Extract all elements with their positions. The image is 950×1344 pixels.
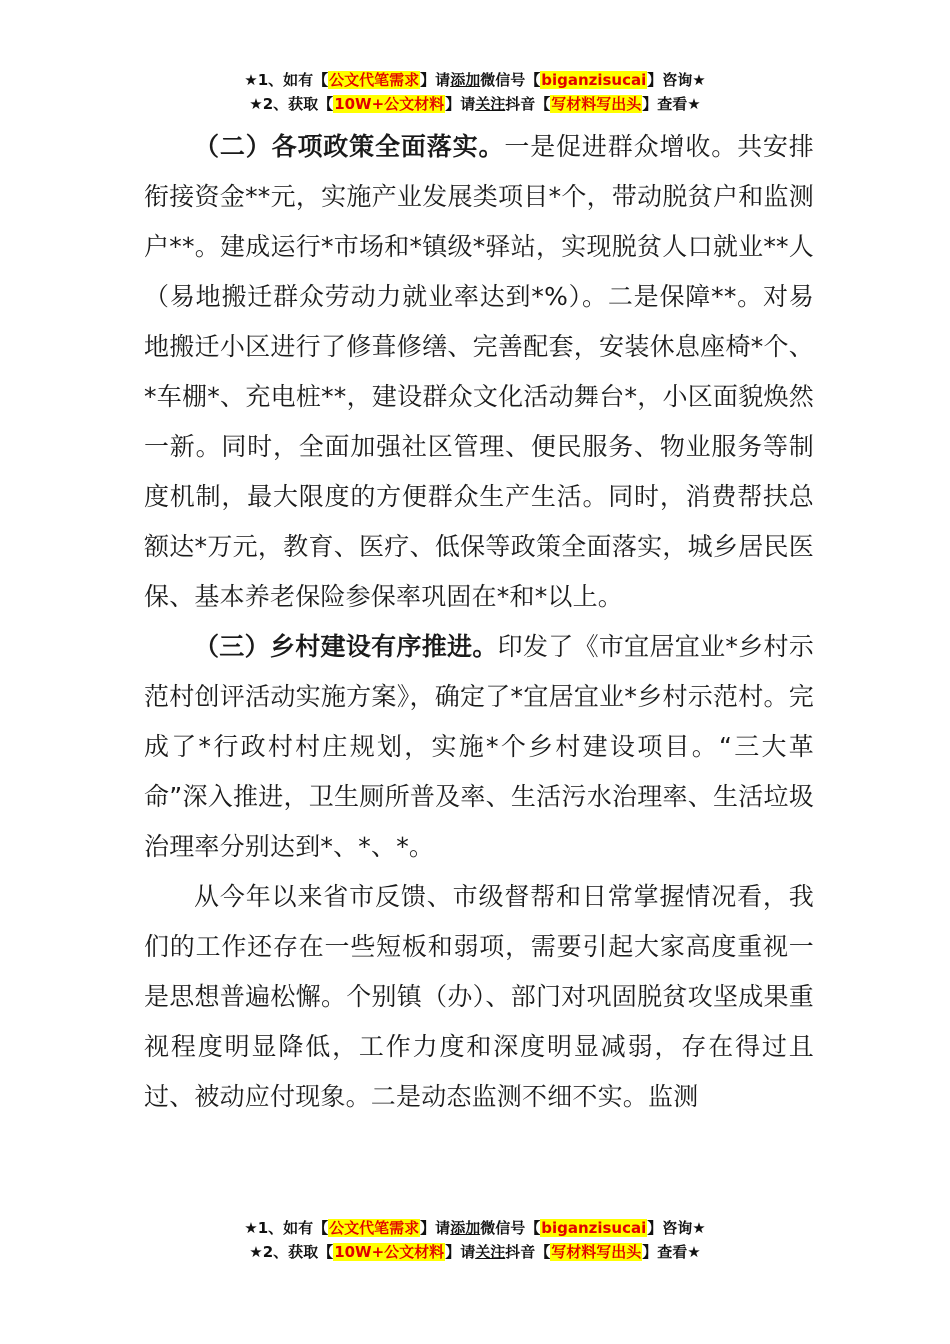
- banner-text: 】查看★: [642, 95, 701, 113]
- banner-text: 】请: [420, 1219, 451, 1237]
- highlight-text: 公文代笔需求: [329, 71, 420, 89]
- footer-banner: [0, 1216, 950, 1264]
- banner-line-2: [0, 92, 950, 116]
- paragraph-policy: [144, 122, 814, 622]
- banner-text: ★1、如有【: [244, 71, 329, 89]
- highlight-text: 10W+公文材料: [334, 95, 445, 113]
- banner-text: 】咨询★: [647, 1219, 706, 1237]
- header-banner: [0, 68, 950, 116]
- underlined-text: 关注: [475, 1243, 506, 1261]
- banner-text: 】请: [445, 95, 476, 113]
- banner-text: 抖音【: [505, 1243, 551, 1261]
- underlined-text: 添加: [450, 1219, 481, 1237]
- paragraph-rural-construction: [144, 622, 814, 872]
- underlined-text: 关注: [475, 95, 506, 113]
- banner-text: 微信号【: [480, 1219, 541, 1237]
- banner-text: ★1、如有【: [244, 1219, 329, 1237]
- banner-text: ★2、获取【: [249, 95, 334, 113]
- banner-text: ★2、获取【: [249, 1243, 334, 1261]
- banner-text: 】咨询★: [647, 71, 706, 89]
- section-heading: （二）各项政策全面落实。: [194, 132, 505, 161]
- wechat-id: biganzisucai: [541, 1219, 647, 1237]
- highlight-text: 公文代笔需求: [329, 1219, 420, 1237]
- section-heading: （三）乡村建设有序推进。: [194, 632, 498, 661]
- banner-text: 】请: [420, 71, 451, 89]
- banner-line-1: [0, 1216, 950, 1240]
- paragraph-text: 从今年以来省市反馈、市级督帮和日常掌握情况看，我们的工作还存在一些短板和弱项，需要引起大家高度重视一是思想普遍松懈。个别镇（办）、部门对巩固脱贫攻坚成果重视程度明显降低，工作力度和深度明显减弱，存在得过且过、被动应付现象。二是动态监测不细不实。监测: [144, 882, 814, 1111]
- banner-text: 】请: [445, 1243, 476, 1261]
- underlined-text: 添加: [450, 71, 481, 89]
- banner-text: 抖音【: [505, 95, 551, 113]
- banner-text: 】查看★: [642, 1243, 701, 1261]
- douyin-id: 写材料写出头: [551, 95, 642, 113]
- paragraph-problems: [144, 872, 814, 1122]
- paragraph-text: 一是促进群众增收。共安排衔接资金**元，实施产业发展类项目*个，带动脱贫户和监测户**。建成运行*市场和*镇级*驿站，实现脱贫人口就业**人（易地搬迁群众劳动力就业率达到*%）。二是保障**。对易地搬迁小区进行了修葺修缮、完善配套，安装休息座椅*个、*车棚*、充电桩**，建设群众文化活动舞台*，小区面貌焕然一新。同时，全面加强社区管理、便民服务、物业服务等制度机制，最大限度的方便群众生产生活。同时，消费帮扶总额达*万元，教育、医疗、低保等政策全面落实，城乡居民医保、基本养老保险参保率巩固在*和*以上。: [144, 132, 814, 611]
- wechat-id: biganzisucai: [541, 71, 647, 89]
- banner-line-1: [0, 68, 950, 92]
- douyin-id: 写材料写出头: [551, 1243, 642, 1261]
- banner-text: 微信号【: [480, 71, 541, 89]
- banner-line-2: [0, 1240, 950, 1264]
- paragraph-text: 印发了《市宜居宜业*乡村示范村创评活动实施方案》，确定了*宜居宜业*乡村示范村。完成了*行政村村庄规划，实施*个乡村建设项目。“三大革命”深入推进，卫生厕所普及率、生活污水治理率、生活垃圾治理率分别达到*、*、*。: [144, 632, 814, 861]
- document-body: [144, 122, 814, 1122]
- highlight-text: 10W+公文材料: [334, 1243, 445, 1261]
